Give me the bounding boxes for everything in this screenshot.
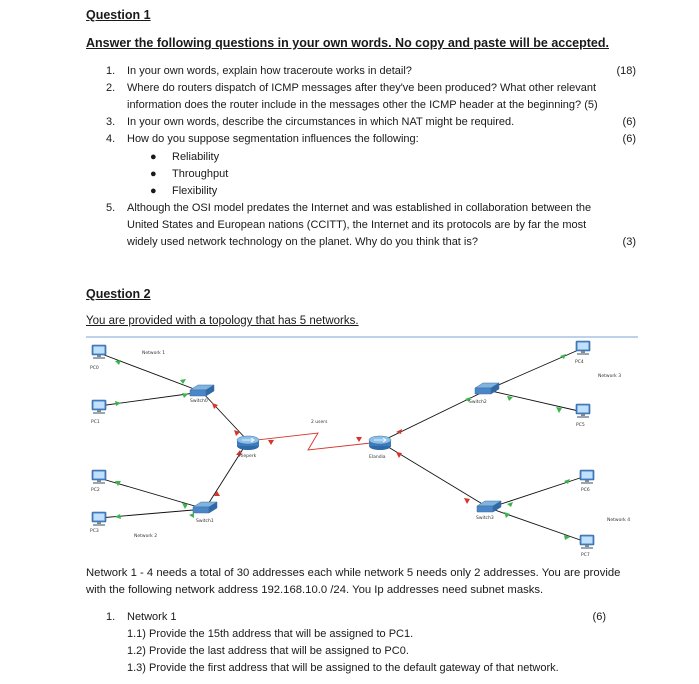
item-number: 1. xyxy=(106,65,116,77)
link-switch2-pc5 xyxy=(487,390,583,412)
label-pc6: PC6 xyxy=(581,488,590,493)
item-text: information does the router include in the messages other the ICMP header at the beginning? (5) xyxy=(127,99,598,111)
item-number: 5. xyxy=(106,202,116,214)
label-switch1: Switch1 xyxy=(196,519,214,524)
item-text: Although the OSI model predates the Internet and was established in collaboration between the xyxy=(127,202,592,214)
link-router-switch2 xyxy=(380,390,487,442)
item-text: In your own words, explain how traceroute works in detail? xyxy=(127,65,412,77)
label-pc7: PC7 xyxy=(581,553,590,558)
pc0-icon[interactable] xyxy=(92,345,106,359)
q1-heading: Question 1 xyxy=(86,8,151,22)
item-marks: (6) xyxy=(592,611,606,623)
bullet-text: Reliability xyxy=(172,151,220,163)
bullet-text: Throughput xyxy=(172,168,229,180)
q1-instruction: Answer the following questions in your own words. No copy and paste will be accepted. xyxy=(86,36,609,50)
label-switch2: Switch2 xyxy=(469,400,487,405)
label-switch3: Switch3 xyxy=(476,516,494,521)
item-marks: (3) xyxy=(622,236,636,248)
bullet-dot-icon: ● xyxy=(150,151,157,163)
q2-desc-line-1: Network 1 - 4 needs a total of 30 addresses each while network 5 needs only 2 addresses. You are provide xyxy=(86,567,621,579)
item-text: widely used network technology on the planet. Why do you think that is? xyxy=(127,236,478,248)
pc3-icon[interactable] xyxy=(92,512,106,526)
label-pc3: PC3 xyxy=(90,529,99,534)
q2-sub-item-1: 1.1) Provide the 15th address that will be assigned to PC1. xyxy=(127,628,414,640)
switch0-icon[interactable] xyxy=(190,385,214,396)
router-right-icon[interactable] xyxy=(369,436,391,450)
q2-sub-item-3: 1.3) Provide the first address that will be assigned to the default gateway of that network. xyxy=(127,662,559,674)
label-network2: Network 2 xyxy=(134,534,158,539)
label-network1: Network 1 xyxy=(142,351,166,356)
item-text: United States and European nations (CCITT), the Internet and its protocols are by far the most xyxy=(127,219,587,231)
pc4-icon[interactable] xyxy=(576,341,590,355)
serial-link-routers xyxy=(248,433,380,450)
link-switch3-pc6 xyxy=(489,476,586,508)
link-switch0-router xyxy=(202,392,248,441)
label-pc2: PC2 xyxy=(91,488,100,493)
item-number: 2. xyxy=(106,82,116,94)
item-marks: (18) xyxy=(616,65,636,77)
link-switch2-pc4 xyxy=(487,348,583,390)
label-pc1: PC1 xyxy=(91,420,100,425)
q2-heading: Question 2 xyxy=(86,287,151,301)
label-network4: Network 4 xyxy=(607,518,631,523)
q2-sub-item-2: 1.2) Provide the last address that will be assigned to PC0. xyxy=(127,645,409,657)
pc6-icon[interactable] xyxy=(580,470,594,484)
network-topology-diagram xyxy=(86,336,638,558)
switch1-icon[interactable] xyxy=(193,502,217,513)
item-marks: (6) xyxy=(622,116,636,128)
label-pc5: PC5 xyxy=(576,423,585,428)
label-network3: Network 3 xyxy=(598,374,622,379)
router-left-icon[interactable] xyxy=(237,436,259,450)
item-number: 1. xyxy=(106,611,116,623)
ethernet-links xyxy=(99,348,586,542)
label-router-right: Elandia xyxy=(369,455,386,460)
sub-title: Network 1 xyxy=(127,611,177,623)
label-router-left: Rieperk xyxy=(239,454,257,459)
pc1-icon[interactable] xyxy=(92,400,106,414)
pc7-icon[interactable] xyxy=(580,535,594,549)
item-number: 3. xyxy=(106,116,116,128)
bullet-dot-icon: ● xyxy=(150,168,157,180)
item-text: How do you suppose segmentation influences the following: xyxy=(127,133,419,145)
bullet-dot-icon: ● xyxy=(150,185,157,197)
item-number: 4. xyxy=(106,133,116,145)
bullet-text: Flexibility xyxy=(172,185,218,197)
q1-item-5 xyxy=(106,201,636,253)
label-pc0: PC0 xyxy=(90,366,99,371)
q2-intro: You are provided with a topology that has 5 networks. xyxy=(86,315,359,327)
label-users: 2 users xyxy=(311,420,328,425)
item-text: Where do routers dispatch of ICMP messages after they've been produced? What other relevant xyxy=(127,82,597,94)
pc2-icon[interactable] xyxy=(92,470,106,484)
label-pc4: PC4 xyxy=(575,360,584,365)
item-text: In your own words, describe the circumstances in which NAT might be required. xyxy=(127,116,515,128)
link-pc3-switch1 xyxy=(99,509,205,518)
label-switch0: Switch0 xyxy=(190,399,208,404)
link-router-switch3 xyxy=(380,442,489,508)
link-pc0-switch0 xyxy=(99,353,202,392)
link-pc2-switch1 xyxy=(99,478,205,509)
link-switch3-pc7 xyxy=(489,508,586,542)
q2-desc-line-2: with the following network address 192.168.10.0 /24. You Ip addresses need subnet masks. xyxy=(86,584,544,596)
link-switch1-router xyxy=(205,441,248,509)
item-marks: (6) xyxy=(622,133,636,145)
pc5-icon[interactable] xyxy=(576,404,590,418)
